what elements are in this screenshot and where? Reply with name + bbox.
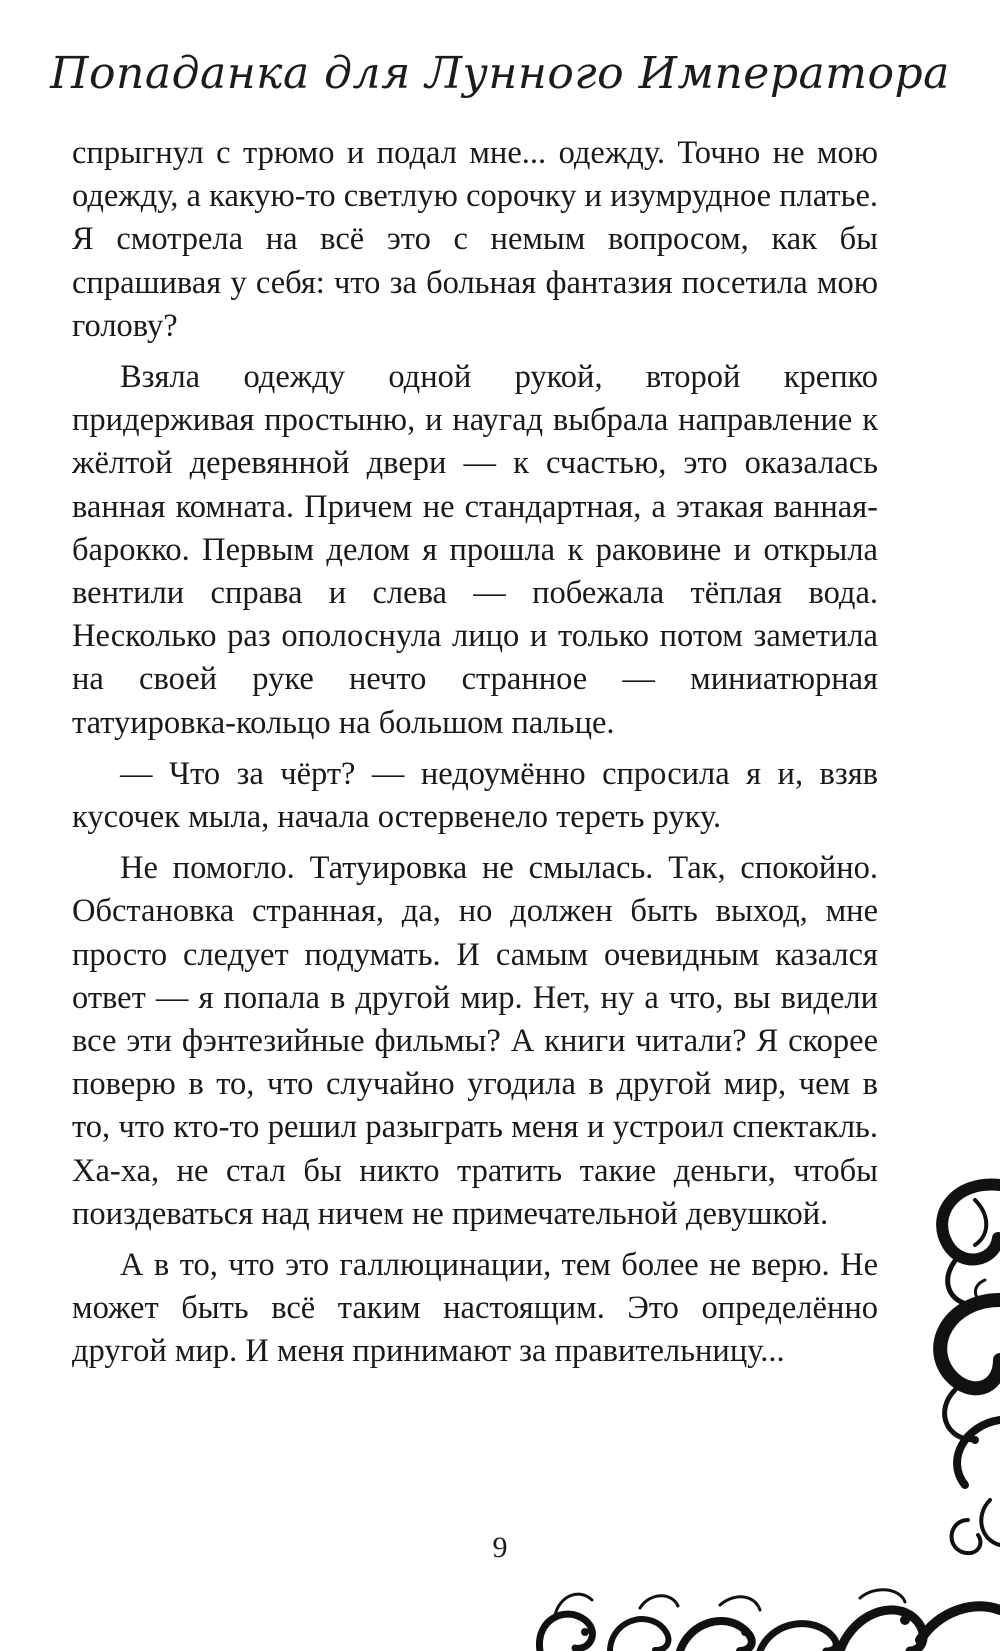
body-text (72, 132, 878, 1382)
running-header: Попаданка для Лунного Императора (50, 48, 950, 99)
paragraph-2: Взяла одежду одной рукой, второй крепко придерживая простыню, и наугад выбрала направление к жёлтой деревянной двери — к счастью, это оказалась ванная комната. Причем не стандартная, а этакая ванная-барокко. Первым делом я прошла к раковине и открыла вентили справа и слева — побежала тёплая вода. Несколько раз ополоснула лицо и только потом заметила на своей руке нечто странное — миниатюрная татуировка-кольцо на большом пальце. (72, 359, 878, 741)
paragraph-1: спрыгнул с трюмо и подал мне... одежду. Точно не мою одежду, а какую-то светлую сорочку и изумрудное платье. Я смотрела на всё это с немым вопросом, как бы спрашивая у себя: что за больная фантазия посетила мою голову? (72, 135, 878, 344)
paragraph-3: — Что за чёрт? — недоумённо спросила я и, взяв кусочек мыла, начала остервенело тереть руку. (72, 755, 878, 836)
paragraph-5: А в то, что это галлюцинации, тем более не верю. Не может быть всё таким настоящим. Это определённо другой мир. И меня принимают за правительницу... (72, 1247, 878, 1370)
paragraph-4: Не помогло. Татуировка не смылась. Так, спокойно. Обстановка странная, да, но должен быть выход, мне просто следует подумать. И самым очевидным казался ответ — я попала в другой мир. Нет, ну а что, вы видели все эти фэнтезийные фильмы? А книги читали? Я скорее поверю в то, что случайно угодила в другой мир, чем в то, что кто-то решил разыграть меня и устроил спектакль. Ха-ха, не стал бы никто тратить такие деньги, чтобы поиздеваться над ничем не примечательной девушкой. (72, 850, 878, 1232)
page-number: 9 (492, 1531, 508, 1564)
